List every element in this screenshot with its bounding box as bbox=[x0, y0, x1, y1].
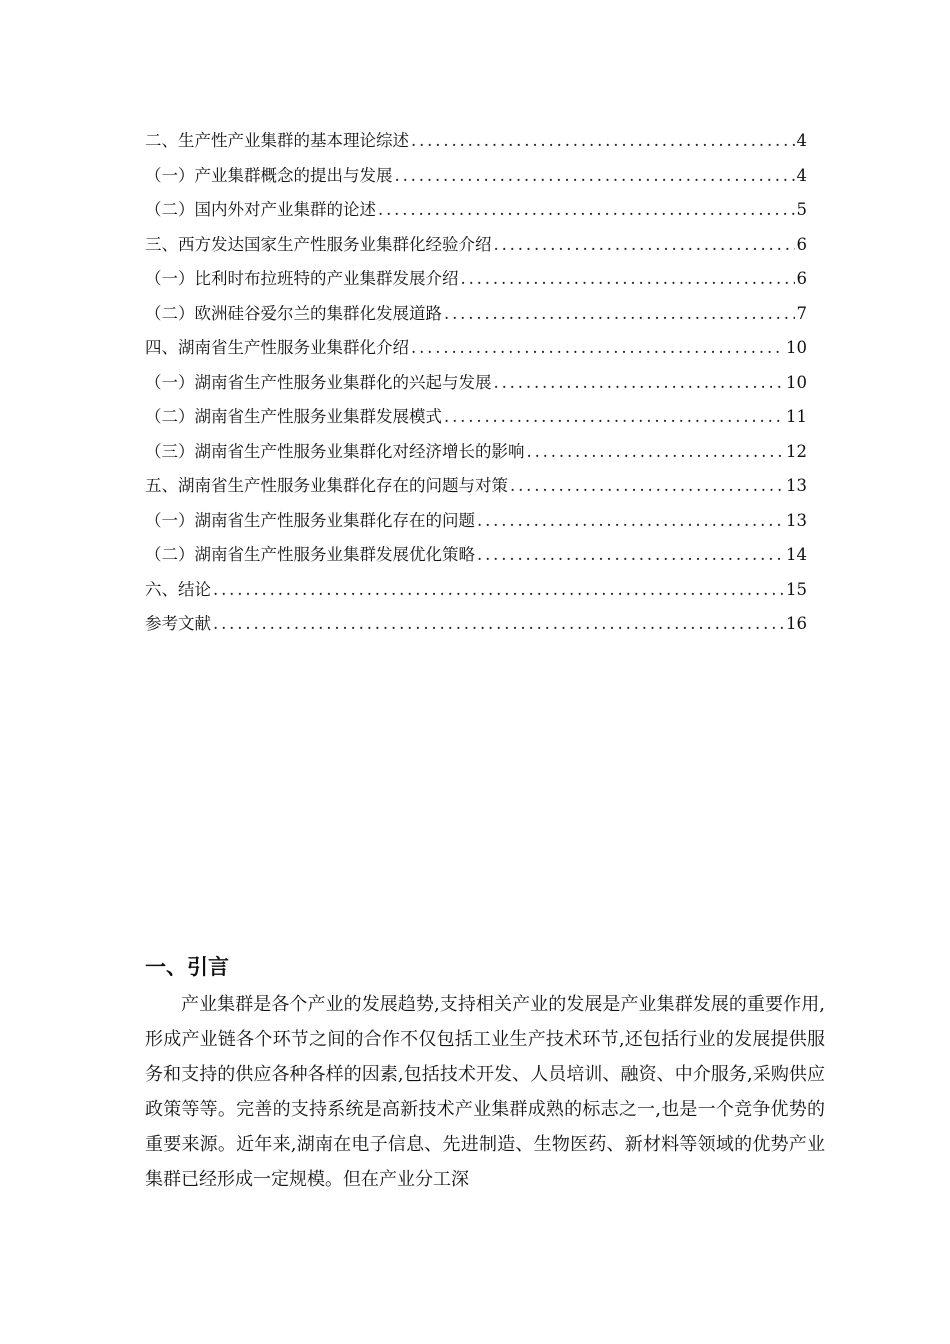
toc-dot-leader bbox=[444, 297, 795, 332]
toc-entry-title: （一）湖南省生产性服务业集群化存在的问题 bbox=[145, 510, 475, 530]
toc-entry[interactable] bbox=[145, 193, 807, 228]
toc-dot-leader bbox=[510, 469, 784, 504]
toc-entry-page: 5 bbox=[796, 200, 807, 219]
toc-dot-leader bbox=[444, 400, 784, 435]
section-heading: 一、引言 bbox=[145, 955, 229, 979]
toc-entry-title: （二）国内外对产业集群的论述 bbox=[145, 200, 376, 219]
toc-entry[interactable] bbox=[145, 262, 807, 297]
toc-entry[interactable] bbox=[145, 228, 807, 263]
toc-entry-page: 11 bbox=[786, 407, 807, 426]
toc-entry-page: 12 bbox=[786, 441, 807, 461]
table-of-contents bbox=[145, 124, 807, 642]
toc-entry[interactable] bbox=[145, 331, 807, 366]
toc-entry-page: 14 bbox=[786, 545, 807, 564]
toc-entry-page: 16 bbox=[786, 614, 807, 633]
toc-entry[interactable] bbox=[145, 124, 807, 159]
toc-entry[interactable] bbox=[145, 538, 807, 573]
toc-entry[interactable] bbox=[145, 159, 807, 194]
toc-entry-title: （一）湖南省生产性服务业集群化的兴起与发展 bbox=[145, 372, 492, 392]
toc-entry-title: （二）湖南省生产性服务业集群发展模式 bbox=[145, 407, 442, 426]
toc-dot-leader bbox=[213, 607, 784, 642]
body-paragraph: 产业集群是各个产业的发展趋势,支持相关产业的发展是产业集群发展的重要作用,形成产业链各个环节之间的合作不仅包括工业生产技术环节,还包括行业的发展提供服务和支持的供应各种各样的因素,包括技术开发、人员培训、融资、中介服务,采购供应政策等等。完善的支持系统是高新技术产业集群成熟的标志之一,也是一个竞争优势的重要来源。近年来,湖南在电子信息、先进制造、生物医药、新材料等领域的优势产业集群已经形成一定规模。但在产业分工深 bbox=[145, 994, 825, 1190]
toc-entry-page: 4 bbox=[796, 165, 807, 185]
toc-entry-page: 4 bbox=[796, 131, 807, 150]
toc-dot-leader bbox=[494, 366, 785, 401]
toc-entry-page: 10 bbox=[786, 338, 807, 357]
toc-dot-leader bbox=[494, 228, 795, 263]
toc-dot-leader bbox=[477, 538, 784, 573]
toc-entry-page: 13 bbox=[786, 476, 807, 495]
toc-entry[interactable] bbox=[145, 469, 807, 504]
toc-entry-title: （三）湖南省生产性服务业集群化对经济增长的影响 bbox=[145, 441, 525, 461]
toc-entry[interactable] bbox=[145, 366, 807, 401]
toc-entry[interactable] bbox=[145, 400, 807, 435]
toc-dot-leader bbox=[527, 435, 785, 470]
toc-entry-title: 三、西方发达国家生产性服务业集群化经验介绍 bbox=[145, 234, 492, 254]
toc-entry[interactable] bbox=[145, 573, 807, 608]
toc-dot-leader bbox=[395, 159, 795, 194]
toc-dot-leader bbox=[213, 573, 784, 608]
toc-entry[interactable] bbox=[145, 297, 807, 332]
toc-entry-title: 二、生产性产业集群的基本理论综述 bbox=[145, 131, 409, 150]
toc-entry-title: （二）欧洲硅谷爱尔兰的集群化发展道路 bbox=[145, 303, 442, 323]
toc-entry-title: （一）比利时布拉班特的产业集群发展介绍 bbox=[145, 269, 459, 288]
toc-entry-page: 10 bbox=[786, 372, 807, 392]
toc-entry-page: 13 bbox=[786, 510, 807, 530]
toc-entry-page: 7 bbox=[796, 303, 807, 323]
toc-entry[interactable] bbox=[145, 435, 807, 470]
toc-entry-title: 四、湖南省生产性服务业集群化介绍 bbox=[145, 338, 409, 357]
toc-dot-leader bbox=[461, 262, 795, 297]
toc-dot-leader bbox=[411, 331, 784, 366]
toc-entry-title: 六、结论 bbox=[145, 579, 211, 599]
toc-dot-leader bbox=[477, 504, 784, 539]
toc-entry-title: （一）产业集群概念的提出与发展 bbox=[145, 165, 393, 185]
toc-entry-page: 15 bbox=[786, 579, 807, 599]
toc-entry-title: （二）湖南省生产性服务业集群发展优化策略 bbox=[145, 545, 475, 564]
toc-entry-page: 6 bbox=[796, 234, 807, 254]
toc-entry-title: 参考文献 bbox=[145, 614, 211, 633]
toc-entry-title: 五、湖南省生产性服务业集群化存在的问题与对策 bbox=[145, 476, 508, 495]
toc-entry-page: 6 bbox=[796, 269, 807, 288]
toc-entry[interactable] bbox=[145, 607, 807, 642]
toc-dot-leader bbox=[378, 193, 795, 228]
toc-dot-leader bbox=[411, 124, 795, 159]
toc-entry[interactable] bbox=[145, 504, 807, 539]
